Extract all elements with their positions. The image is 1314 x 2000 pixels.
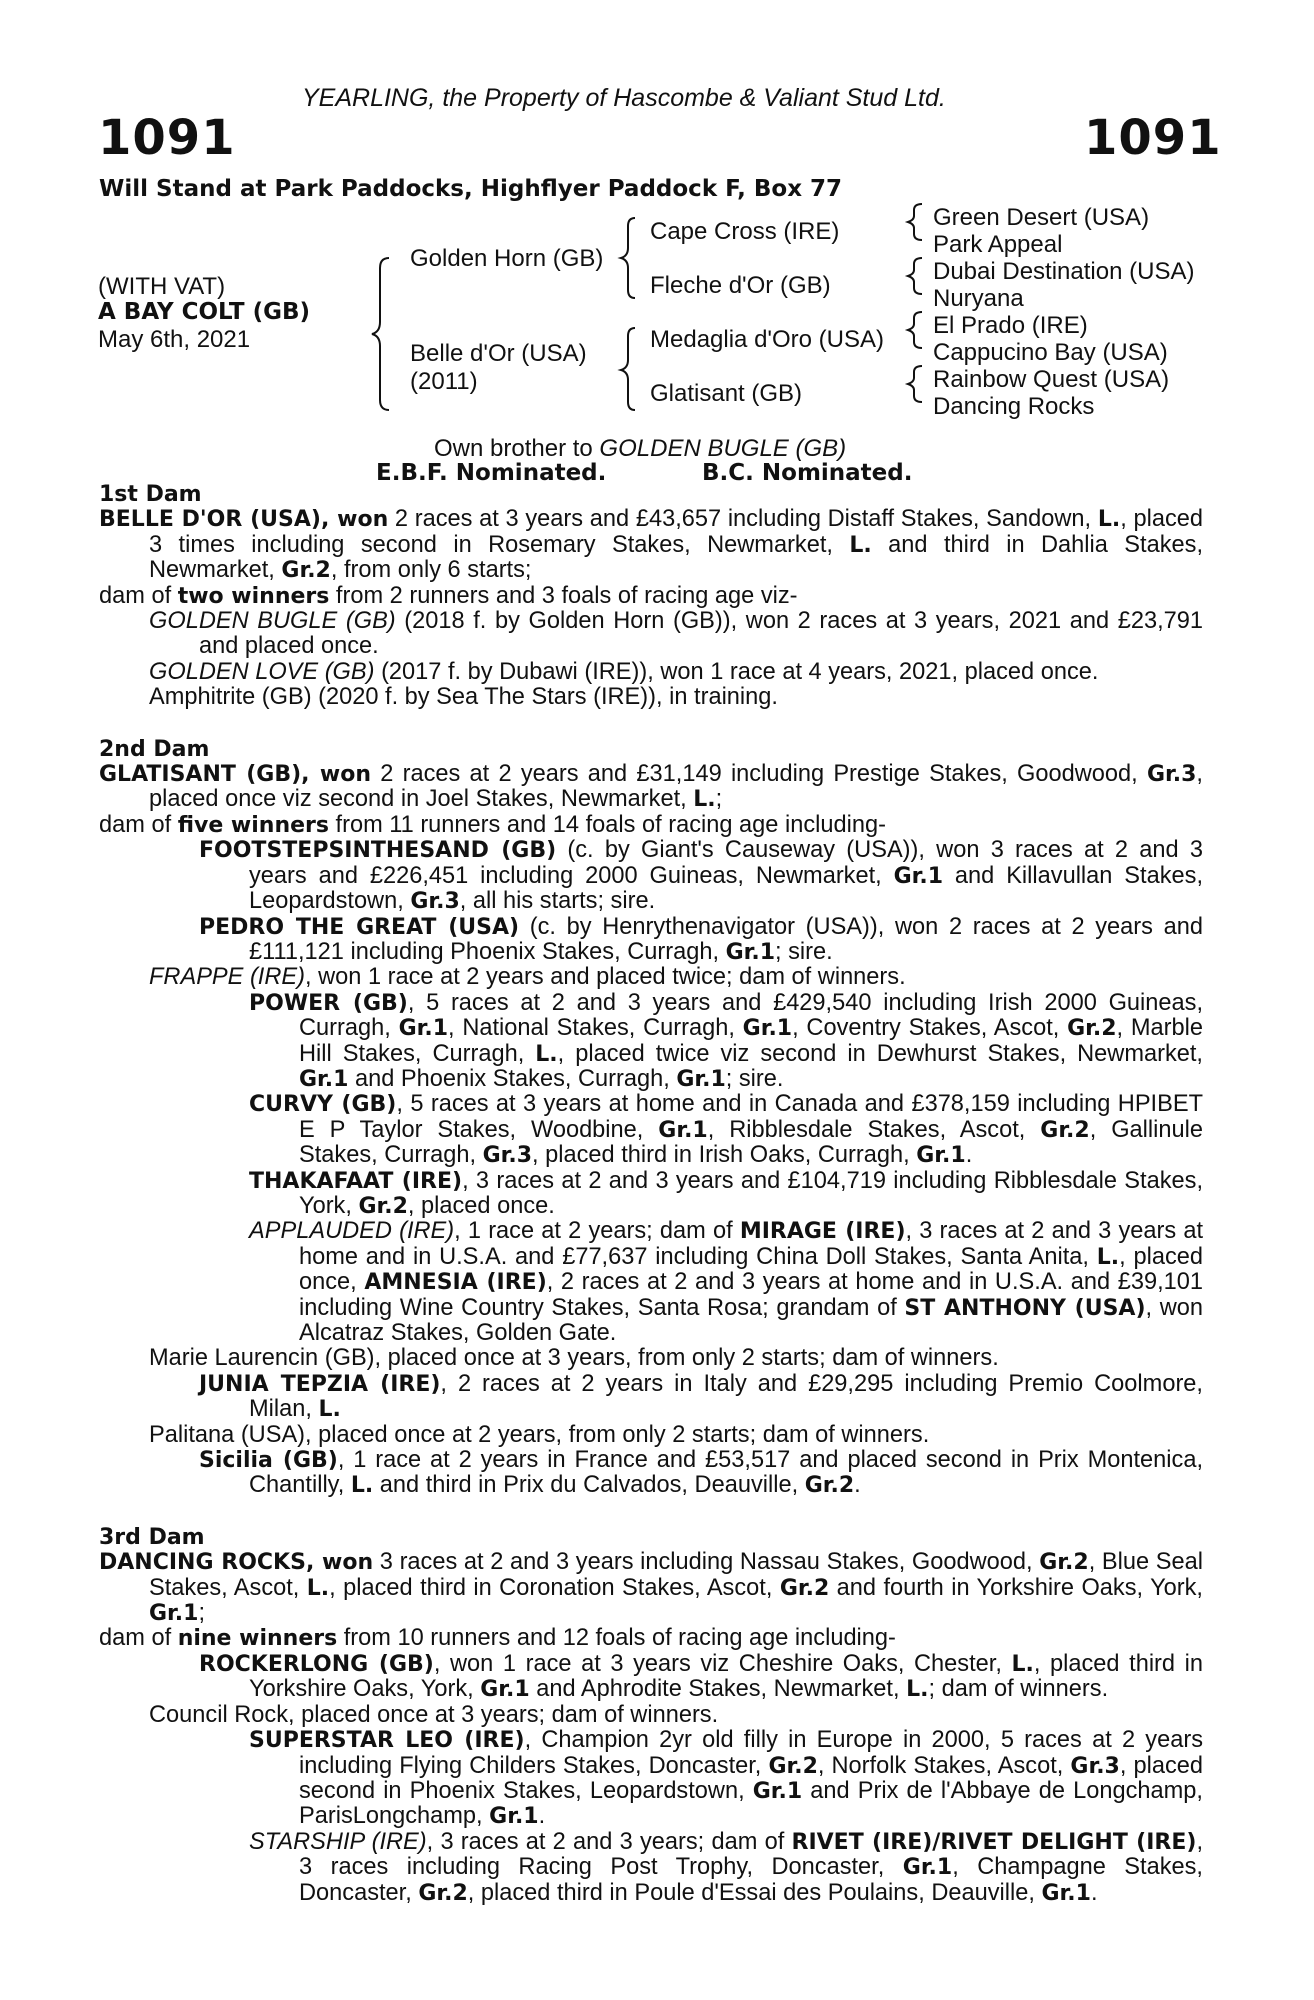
third-dam-record: DANCING ROCKS, won 3 races at 2 and 3 years including Nassau Stakes, Goodwood, Gr.2, Blue Seal Stakes, Ascot, L., placed third in Coronation Stakes, Ascot, Gr.2 and fourth in Yorkshire Oaks, York, Gr.1;: [99, 1549, 1203, 1627]
produce-junia-tepzia: JUNIA TEPZIA (IRE), 2 races at 2 years in Italy and £29,295 including Premio Coolmore, Milan, L.: [199, 1370, 1203, 1423]
gg-2: Park Appeal: [933, 231, 1063, 258]
produce-council-rock: Council Rock, placed once at 3 years; dam of winners.: [149, 1701, 719, 1728]
stand-info: Will Stand at Park Paddocks, Highflyer Paddock F, Box 77: [99, 176, 843, 202]
produce-pedro-the-great: PEDRO THE GREAT (USA) (c. by Henrythenavigator (USA)), won 2 races at 2 years and £111,121 including Phoenix Stakes, Curragh, Gr.1; sire.: [199, 913, 1203, 965]
dam-records: [99, 482, 1203, 1906]
first-dam-produce-summary: dam of two winners from 2 runners and 3 foals of racing age viz-: [99, 582, 798, 609]
first-dam-heading: 1st Dam: [99, 482, 202, 507]
second-dam-produce-summary: dam of five winners from 11 runners and 14 foals of racing age including-: [99, 811, 886, 838]
gg-1: Green Desert (USA): [933, 204, 1150, 231]
gg-6: Cappucino Bay (USA): [933, 339, 1168, 366]
sire-dam: Fleche d'Or (GB): [650, 272, 831, 299]
second-dam-record: GLATISANT (GB), won 2 races at 2 years and £31,149 including Prestige Stakes, Goodwood, Gr.3, placed once viz second in Joel Stakes, Newmarket, L.;: [99, 761, 1203, 813]
sire: Golden Horn (GB): [410, 245, 604, 272]
third-dam-heading: 3rd Dam: [99, 1524, 205, 1550]
brother-name: GOLDEN BUGLE (GB): [599, 435, 847, 462]
dam-dam: Glatisant (GB): [650, 380, 803, 407]
brother-note: Own brother to GOLDEN BUGLE (GB): [434, 435, 847, 462]
dam-sire: Medaglia d'Oro (USA): [650, 326, 884, 353]
produce-power: POWER (GB), 5 races at 2 and 3 years and £429,540 including Irish 2000 Guineas, Curragh, Gr.1, National Stakes, Curragh, Gr.1, Coventry Stakes, Ascot, Gr.2, Marble Hill Stakes, Curragh, L., placed twice viz second in Dewhurst Stakes, Newmarket, Gr.1 and Phoenix Stakes, Curragh, Gr.1; sire.: [249, 989, 1203, 1092]
produce-curvy: CURVY (GB), 5 races at 3 years at home and in Canada and £378,159 including HPIBET E P Taylor Stakes, Woodbine, Gr.1, Ribblesdale Stakes, Ascot, Gr.2, Gallinule Stakes, Curragh, Gr.3, placed third in Irish Oaks, Curragh, Gr.1.: [249, 1091, 1203, 1169]
foaling-date: May 6th, 2021: [98, 326, 251, 353]
produce-applauded: APPLAUDED (IRE), 1 race at 2 years; dam of MIRAGE (IRE), 3 races at 2 and 3 years at home and in U.S.A. and £77,637 including China Doll Stakes, Santa Anita, L., placed once, AMNESIA (IRE), 2 races at 2 and 3 years at home and in U.S.A. and £39,101 including Wine Country Stakes, Santa Rosa; grandam of ST ANTHONY (USA), won Alcatraz Stakes, Golden Gate.: [249, 1218, 1204, 1346]
second-dam-heading: 2nd Dam: [99, 736, 210, 762]
vat-note: (WITH VAT): [98, 273, 226, 300]
ebf-note: E.B.F. Nominated.: [376, 460, 607, 486]
dam-name: Belle d'Or (USA): [410, 340, 587, 367]
produce-thakafaat: THAKAFAAT (IRE), 3 races at 2 and 3 years and £104,719 including Ribblesdale Stakes, York, Gr.2, placed once.: [249, 1167, 1203, 1219]
produce-rockerlong: ROCKERLONG (GB), won 1 race at 3 years viz Cheshire Oaks, Chester, L., placed third in Yorkshire Oaks, York, Gr.1 and Aphrodite Stakes, Newmarket, L.; dam of winners.: [199, 1650, 1203, 1703]
gg-4: Nuryana: [933, 285, 1024, 312]
gg-7: Rainbow Quest (USA): [933, 366, 1170, 393]
produce-marie-laurencin: Marie Laurencin (GB), placed once at 3 years, from only 2 starts; dam of winners.: [149, 1345, 999, 1372]
sire-sire: Cape Cross (IRE): [650, 218, 840, 245]
bc-note: B.C. Nominated.: [702, 460, 913, 486]
third-dam-produce-summary: dam of nine winners from 10 runners and 12 foals of racing age including-: [99, 1625, 896, 1652]
gg-8: Dancing Rocks: [933, 393, 1095, 420]
produce-frappe: FRAPPE (IRE), won 1 race at 2 years and placed twice; dam of winners.: [149, 964, 906, 991]
gg-3: Dubai Destination (USA): [933, 258, 1195, 285]
produce-superstar-leo: SUPERSTAR LEO (IRE), Champion 2yr old filly in Europe in 2000, 5 races at 2 years including Flying Childers Stakes, Doncaster, Gr.2, Norfolk Stakes, Ascot, Gr.3, placed second in Phoenix Stakes, Leopardstown, Gr.1 and Prix de l'Abbaye de Longchamp, ParisLongchamp, Gr.1.: [249, 1727, 1204, 1830]
produce-golden-love: GOLDEN LOVE (GB) (2017 f. by Dubawi (IRE)), won 1 race at 4 years, 2021, placed once.: [149, 658, 1099, 685]
lot-number-right: 1091: [1084, 110, 1222, 166]
produce-footstepsinthesand: FOOTSTEPSINTHESAND (GB) (c. by Giant's Causeway (USA)), won 3 races at 2 and 3 years and £226,451 including 2000 Guineas, Newmarket, Gr.1 and Killavullan Stakes, Leopardstown, Gr.3, all his starts; sire.: [199, 837, 1203, 915]
first-dam-record: BELLE D'OR (USA), won 2 races at 3 years and £43,657 including Distaff Stakes, Sandown, L., placed 3 times including second in Rosemary Stakes, Newmarket, L. and third in Dahlia Stakes, Newmarket, Gr.2, from only 6 starts;: [99, 506, 1204, 584]
horse-name: A BAY COLT (GB): [98, 299, 311, 325]
produce-amphitrite: Amphitrite (GB) (2020 f. by Sea The Stars (IRE)), in training.: [149, 684, 778, 711]
produce-palitana: Palitana (USA), placed once at 2 years, from only 2 starts; dam of winners.: [149, 1421, 930, 1448]
produce-starship: STARSHIP (IRE), 3 races at 2 and 3 years; dam of RIVET (IRE)/RIVET DELIGHT (IRE), 3 races including Racing Post Trophy, Doncaster, Gr.1, Champagne Stakes, Doncaster, Gr.2, placed third in Poule d'Essai des Poulains, Deauville, Gr.1.: [249, 1828, 1204, 1906]
produce-golden-bugle: GOLDEN BUGLE (GB) (2018 f. by Golden Horn (GB)), won 2 races at 3 years, 2021 and £23,791 and placed once.: [149, 608, 1203, 660]
lot-number-left: 1091: [98, 110, 236, 166]
page-header: YEARLING, the Property of Hascombe & Valiant Stud Ltd.: [302, 84, 946, 112]
produce-sicilia: Sicilia (GB), 1 race at 2 years in France and £53,517 and placed second in Prix Montenica, Chantilly, L. and third in Prix du Calvados, Deauville, Gr.2.: [199, 1447, 1203, 1499]
dam-year: (2011): [410, 368, 478, 395]
gg-5: El Prado (IRE): [933, 312, 1088, 339]
